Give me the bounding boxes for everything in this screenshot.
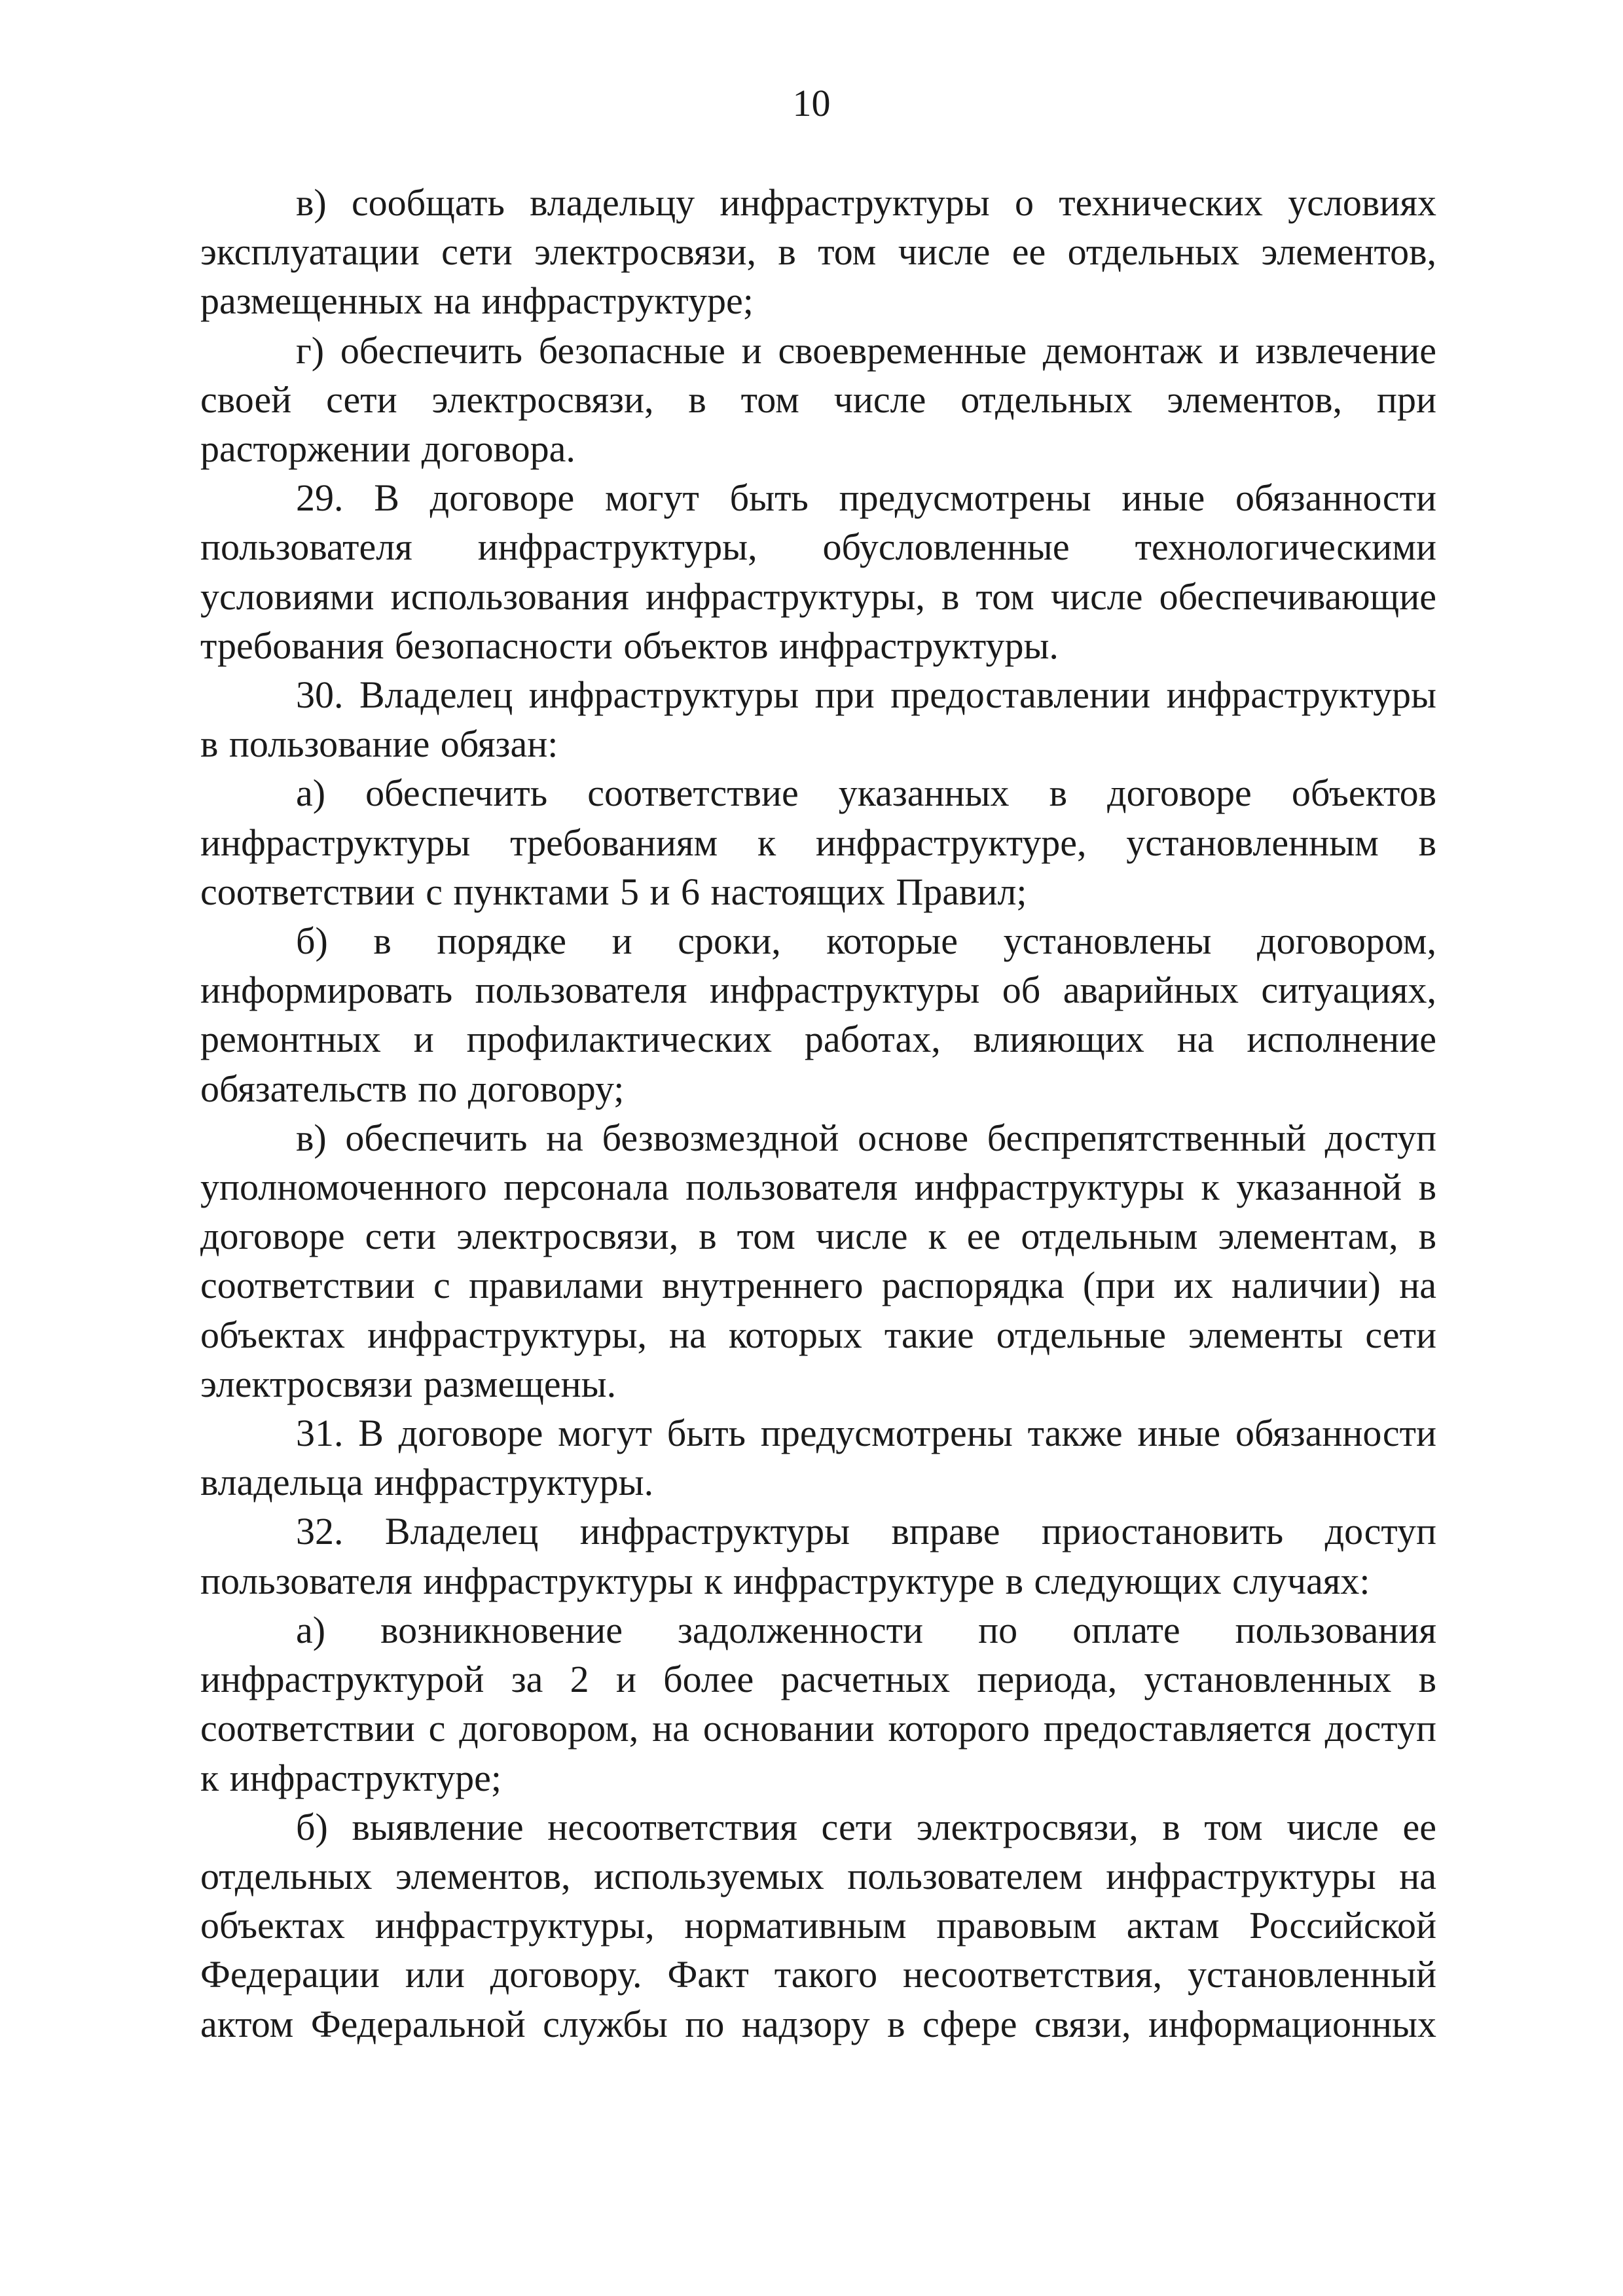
paragraph-31: 31. В договоре могут быть предусмотрены также иные обязанности владельца инфраструктуры. (200, 1412, 1436, 1504)
paragraph-30: 30. Владелец инфраструктуры при предоставлении инфраструктуры в пользование обязан: (200, 673, 1436, 766)
paragraph-30-a: а) обеспечить соответствие указанных в договоре объектов инфраструктуры требованиям к инфраструктуре, установленным в соответствии с пунктами 5 и 6 настоящих Правил; (200, 772, 1436, 913)
paragraph-32: 32. Владелец инфраструктуры вправе приостановить доступ пользователя инфраструктуры к инфраструктуре в следующих случаях: (200, 1510, 1436, 1602)
paragraph-32-b: б) выявление несоответствия сети электросвязи, в том числе ее отдельных элементов, используемых пользователем инфраструктуры на объектах инфраструктуры, нормативным правовым актам Российской Федерации или договору. Факт такого несоответствия, установленный актом Федеральной службы по надзору в сфере связи, информационных (200, 1805, 1436, 2045)
paragraph-32-a: а) возникновение задолженности по оплате пользования инфраструктурой за 2 и более расчетных периода, установленных в соответствии с договором, на основании которого предоставляется доступ к инфраструктуре; (200, 1608, 1436, 1799)
paragraph-30-v: в) обеспечить на безвозмездной основе беспрепятственный доступ уполномоченного персонала пользователя инфраструктуры к указанной в договоре сети электросвязи, в том числе к ее отдельным элементам, в соответствии с правилами внутреннего распорядка (при их наличии) на объектах инфраструктуры, на которых такие отдельные элементы сети электросвязи размещены. (200, 1116, 1436, 1405)
paragraph-30-b: б) в порядке и сроки, которые установлены договором, информировать пользователя инфраструктуры об аварийных ситуациях, ремонтных и профилактических работах, влияющих на исполнение обязательств по договору; (200, 920, 1436, 1110)
page-number: 10 (792, 82, 831, 124)
document-body (200, 178, 1436, 2049)
paragraph-28-v: в) сообщать владельцу инфраструктуры о технических условиях эксплуатации сети электросвязи, в том числе ее отдельных элементов, размещенных на инфраструктуре; (200, 181, 1436, 323)
paragraph-28-g: г) обеспечить безопасные и своевременные демонтаж и извлечение своей сети электросвязи, в том числе отдельных элементов, при расторжении договора. (200, 329, 1436, 471)
paragraph-29: 29. В договоре могут быть предусмотрены иные обязанности пользователя инфраструктуры, обусловленные технологическими условиями использования инфраструктуры, в том числе обеспечивающие требования безопасности объектов инфраструктуры. (200, 476, 1436, 667)
